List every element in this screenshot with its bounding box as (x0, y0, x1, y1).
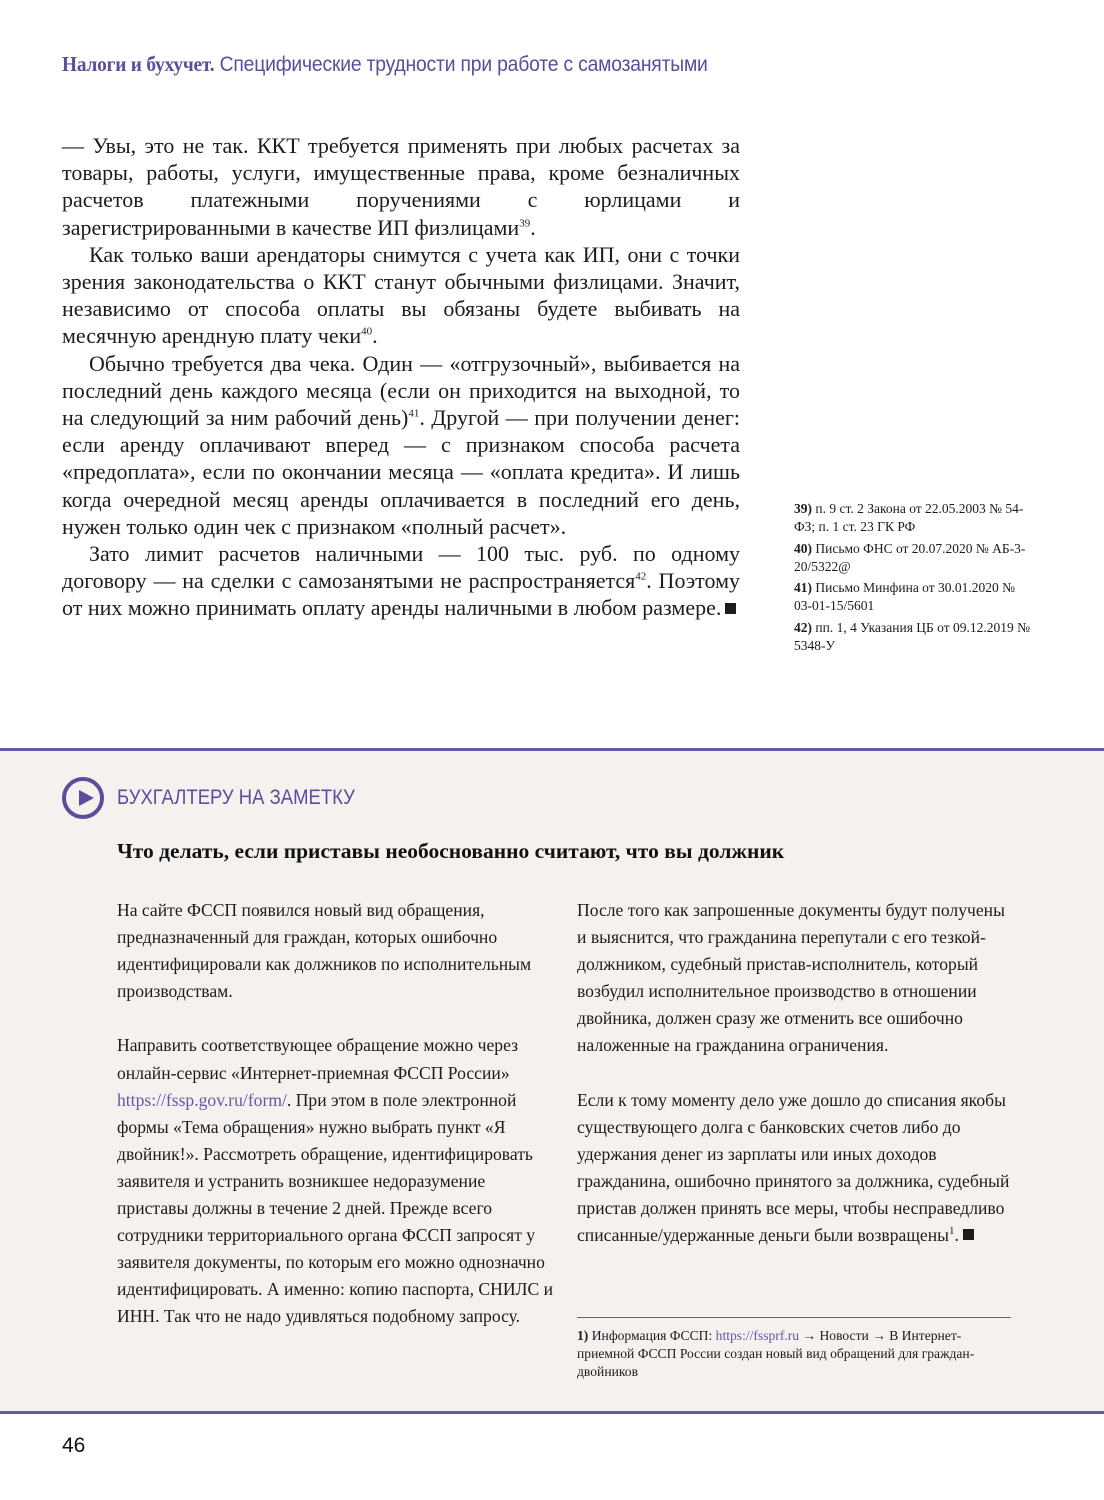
sidenote-text: пп. 1, 4 Указания ЦБ от 09.12.2019 № 5348-У (794, 619, 1031, 654)
sidenote-number: 41) (794, 580, 812, 596)
footnote-number: 1) (577, 1328, 589, 1343)
footnote-text: Информация ФССП: (591, 1328, 716, 1343)
footnote-ref[interactable]: 40 (361, 326, 373, 339)
article-body (62, 132, 740, 622)
paragraph-text: . Поэтому от них можно принимать оплату аренды наличными в любом размере. (62, 568, 740, 621)
paragraph-text: Обычно требуется два чека. Один — «отгрузочный», выбивается на последний день каждого месяца (если он приходится на выходной, то на следующий за ним рабочий день) (62, 350, 740, 431)
sidenote (794, 540, 1034, 577)
box-title: Что делать, если приставы необоснованно считают, что вы должник (117, 839, 785, 863)
running-head-title: Специфические трудности при работе с самозанятыми (219, 53, 708, 76)
box-left-column (117, 897, 557, 1358)
running-head (62, 52, 890, 77)
page-number: 46 (62, 1434, 86, 1457)
paragraph (62, 350, 740, 540)
box-header (62, 777, 387, 819)
sidenote-text: Письмо Минфина от 30.01.2020 № 03-01-15/5601 (794, 580, 1016, 614)
sidenote-number: 42) (794, 619, 812, 635)
paragraph: После того как запрошенные документы будут получены и выяснится, что гражданина перепутали с его тезкой-должником, судебный пристав-исполнитель, который возбудил исполнительное производство в отношении двойника, должен сразу же отменить все ошибочно наложенные на гражданина ограничения. (577, 900, 1005, 1056)
sidenote-number: 40) (794, 540, 812, 556)
box-footnote (577, 1327, 1017, 1381)
paragraph-text: Зато лимит расчетов наличными — 100 тыс. руб. по одному договору — на сделки с самозанятыми не распространяется (62, 541, 740, 594)
fssprf-link[interactable]: https://fssprf.ru (715, 1328, 800, 1343)
paragraph (117, 1032, 557, 1330)
footnote-text: → Новости → В Интернет-приемной ФССП России создан новый вид обращений для граждан-двойников (577, 1328, 975, 1379)
paragraph-text: . Другой — при получении денег: если аренду оплачивают вперед — с признаком способа расчета «предоплата», если по окончании месяца — «оплата кредита». И лишь когда очередной месяц аренды оплачивается в последний его день, нужен только один чек с признаком «полный расчет». (62, 405, 740, 539)
sidenote-text: Письмо ФНС от 20.07.2020 № АБ-3-20/5322@ (794, 540, 1026, 574)
sidenote-text: п. 9 ст. 2 Закона от 22.05.2003 № 54-ФЗ; п. 1 ст. 23 ГК РФ (794, 501, 1024, 535)
sidenote (794, 500, 1034, 537)
sidenotes (794, 500, 1034, 658)
footnote-ref[interactable]: 42 (635, 570, 647, 583)
paragraph-text: . (372, 323, 378, 349)
end-of-note-mark (963, 1229, 974, 1240)
box-right-column (577, 897, 1017, 1276)
paragraph-text: — Увы, это не так. ККТ требуется применять при любых расчетах за товары, работы, услуги, имущественные права, кроме безналичных расчетов платежными поручениями с юрлицами и зарегистрированными в качестве ИП физлицами (62, 133, 740, 240)
paragraph-text: Как только ваши арендаторы снимутся с учета как ИП, они с точки зрения законодательства о ККТ станут обычными физлицами. Значит, независимо от способа оплаты вы обязаны будете выбивать на месячную арендную плату чеки (62, 241, 740, 349)
paragraph-text: Если к тому моменту дело уже дошло до списания якобы существующего долга с банковских счетов либо до удержания денег из зарплаты или иных доходов гражданина, ошибочно принятого за должника, судебный пристав должен принять все меры, чтобы несправедливо списанные/удержанные деньги были возвращены (577, 1089, 1010, 1246)
sidenote (794, 619, 1034, 656)
accountant-note-box (0, 748, 1104, 1414)
paragraph (577, 1087, 1017, 1250)
end-of-article-mark (725, 603, 736, 614)
paragraph (62, 241, 740, 350)
play-circle-icon (62, 777, 104, 819)
footnote-ref[interactable]: 1 (948, 1225, 955, 1238)
paragraph-text: Направить соответствующее обращение можно через онлайн-сервис «Интернет-приемная ФССП России» (117, 1035, 519, 1083)
paragraph-text: . (954, 1225, 959, 1246)
sidenote-number: 39) (794, 501, 812, 516)
footnote-ref[interactable]: 41 (408, 407, 420, 420)
footnote-divider (577, 1317, 1011, 1318)
running-head-section: Налоги и бухучет. (62, 52, 215, 76)
paragraph: На сайте ФССП появился новый вид обращения, предназначенный для граждан, которых ошибочно идентифицировали как должников по исполнительным производствам. (117, 900, 532, 1002)
paragraph-text: . (530, 214, 536, 240)
fssp-form-link[interactable]: https://fssp.gov.ru/form/ (117, 1089, 287, 1110)
footnote-ref[interactable]: 39 (519, 217, 531, 230)
sidenote (794, 579, 1034, 616)
paragraph (62, 540, 740, 622)
paragraph (62, 132, 740, 241)
box-label: БУХГАЛТЕРУ НА ЗАМЕТКУ (117, 786, 355, 809)
paragraph-text: . При этом в поле электронной формы «Тема обращения» нужно выбрать пункт «Я двойник!». Рассмотреть обращение, идентифицировать заявителя и устранить возникшее недоразумение приставы должны в течение 2 дней. Прежде всего сотрудники территориального органа ФССП запросят у заявителя документы, по которым его можно однозначно идентифицировать. А именно: копию паспорта, СНИЛС и ИНН. Так что не надо удивляться подобному запросу. (117, 1089, 554, 1327)
